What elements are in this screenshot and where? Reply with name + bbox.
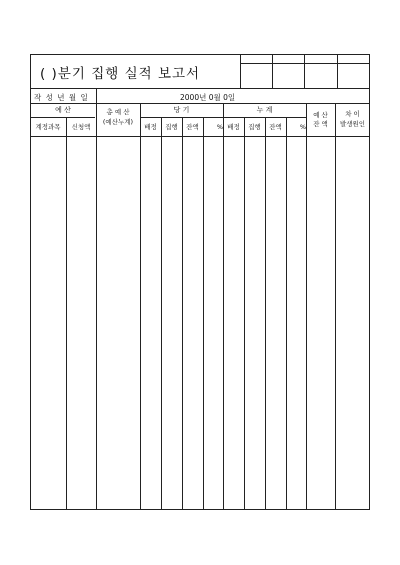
current-execution-header: 집행 [165,123,178,131]
column-divider [306,103,307,510]
column-divider [265,117,266,510]
cumulative-percent-header: % [299,123,306,131]
approval-divider [272,54,273,88]
column-divider [244,117,245,510]
column-divider [286,117,287,510]
column-divider [96,103,97,510]
report-title: ( )분기 집행 실적 보고서 [40,66,201,82]
budget-balance-subheader: 잔 액 [313,120,328,128]
current-percent-header: % [216,123,223,131]
approval-divider [240,54,241,88]
column-divider [203,117,204,510]
variance-header: 차 이 [345,110,360,118]
budget-subheader-line [30,117,95,118]
total-budget-subheader: (예산누계) [102,118,134,126]
title-bottom-line [30,88,370,89]
request-amount-header: 신청액 [71,123,91,131]
date-value: 2000년 0월 0일 [180,93,236,102]
account-item-header: 계정과목 [35,123,61,131]
approval-divider [337,54,338,88]
cumulative-execution-header: 집행 [248,123,261,131]
current-period-header: 당 기 [173,106,190,114]
approval-divider [304,54,305,88]
column-divider [223,103,224,510]
date-label: 작 성 년 월 일 [34,93,89,102]
variance-reason-header: 발생원인 [339,120,366,128]
current-allocation-header: 배정 [144,123,157,131]
column-divider [66,117,67,510]
date-row-divider [96,88,97,103]
column-divider [140,103,141,510]
header-bottom-line [30,136,370,137]
cumulative-header: 누 계 [256,106,273,114]
budget-balance-header: 예 산 [313,111,328,119]
cumulative-allocation-header: 배정 [227,123,240,131]
cumulative-balance-header: 잔액 [269,123,282,131]
column-divider [335,103,336,510]
approval-header-line [240,63,370,64]
total-budget-header: 총 예 산 [106,108,130,116]
current-balance-header: 잔액 [186,123,199,131]
date-row-bottom-line [30,103,370,104]
column-divider [182,117,183,510]
budget-group-header: 예 산 [55,106,71,114]
column-divider [161,117,162,510]
